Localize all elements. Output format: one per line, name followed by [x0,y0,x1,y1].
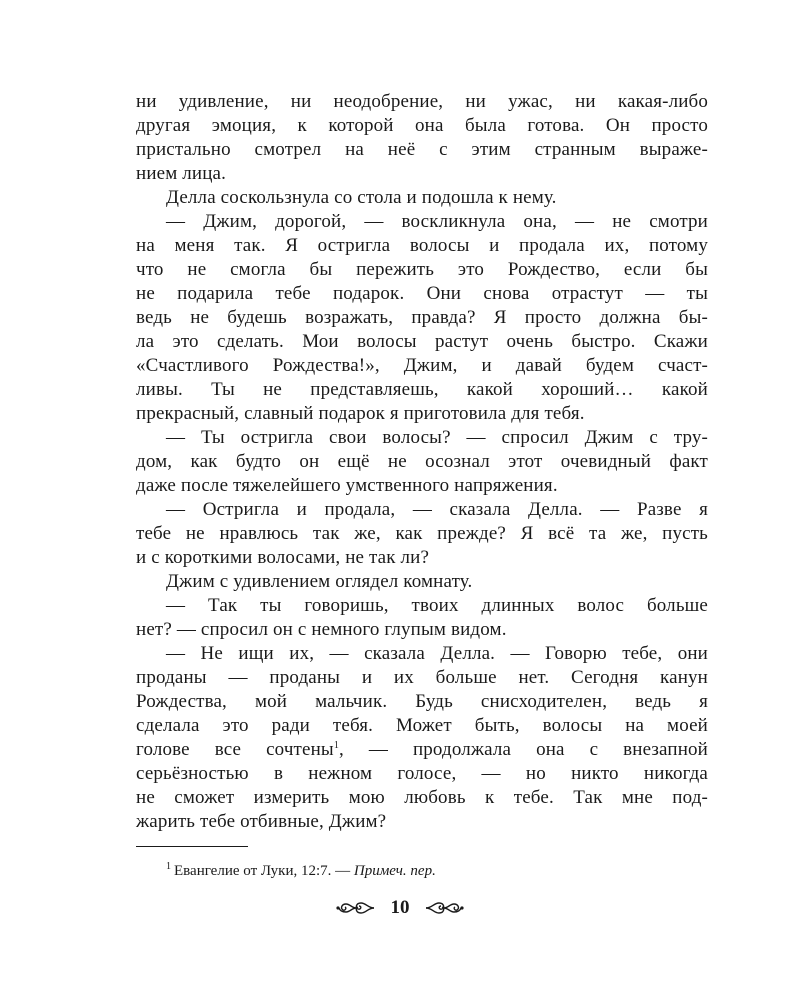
footnote-reference: 1 [333,740,339,751]
text-segment: Делла соскользнула со стола и подошла к нему. [166,187,557,208]
text-line [136,570,708,594]
text-line [136,546,708,570]
text-segment: что не смогла бы пережить это Рождество, если бы [136,259,708,280]
text-segment: и с короткими волосами, не так ли? [136,547,430,568]
text-segment: не сможет измерить мою любовь к тебе. Так мне под- [136,787,708,808]
text-line [136,642,708,666]
text-line [136,378,708,402]
text-segment: тебе не нравлюсь так же, как прежде? Я всё та же, пусть [136,523,708,544]
text-line [136,474,708,498]
text-segment: ни удивление, ни неодобрение, ни ужас, ни какая-либо [136,91,708,112]
text-segment: — Ты остригла свои волосы? — спросил Джим с тру- [166,427,708,448]
text-line [136,714,708,738]
text-line [136,594,708,618]
text-segment: нием лица. [136,163,227,184]
text-line [136,522,708,546]
text-segment: голове все сочтены [136,739,334,760]
text-line [136,354,708,378]
text-segment: — Остригла и продала, — сказала Делла. — Разве я [166,499,708,520]
text-line [136,138,708,162]
text-line [136,114,708,138]
text-segment: ведь не будешь возражать, правда? Я просто должна бы- [136,307,708,328]
text-segment: ла это сделать. Мои волосы растут очень быстро. Скажи [136,331,708,352]
text-segment: «Счастливого Рождества!», Джим, и давай будем счаст- [136,355,708,376]
footnote-marker: 1 [166,861,171,872]
text-line [136,498,708,522]
ornament-right-icon [424,899,464,917]
text-segment: — Так ты говоришь, твоих длинных волос больше [166,595,708,616]
text-line [136,306,708,330]
footnote [166,858,436,880]
page-footer [0,893,800,922]
page-number: 10 [390,896,410,918]
text-line [136,618,708,642]
text-line [136,786,708,810]
text-line [136,762,708,786]
text-segment: Джим с удивлением оглядел комнату. [166,571,473,592]
text-segment: прекрасный, славный подарок я приготовила для тебя. [136,403,585,424]
text-segment: серьёзностью в нежном голосе, — но никто никогда [136,763,708,784]
text-line [136,330,708,354]
text-line [136,738,708,762]
text-segment: сделала это ради тебя. Может быть, волосы на моей [136,715,708,736]
text-line [136,258,708,282]
text-line [136,234,708,258]
text-segment: не подарила тебе подарок. Они снова отрастут — ты [136,283,708,304]
text-line [136,450,708,474]
text-line [136,90,708,114]
text-segment: — Не ищи их, — сказала Делла. — Говорю тебе, они [166,643,708,664]
text-segment: нет? — спросил он с немного глупым видом. [136,619,507,640]
text-line [136,210,708,234]
text-segment: жарить тебе отбивные, Джим? [136,811,387,832]
text-segment: ливы. Ты не представляешь, какой хороший… какой [136,379,708,400]
text-segment: — Джим, дорогой, — воскликнула она, — не смотри [166,211,708,232]
footnote-note: Примеч. пер. [353,863,436,879]
text-line [136,426,708,450]
text-segment: пристально смотрел на неё с этим странным выраже- [136,139,708,160]
footnote-text: Евангелие от Луки, 12:7. — [174,863,354,879]
text-line [136,810,708,834]
text-segment: другая эмоция, к которой она была готова. Он просто [136,115,708,136]
text-segment: даже после тяжелейшего умственного напряжения. [136,475,558,496]
text-segment: дом, как будто он ещё не осознал этот очевидный факт [136,451,708,472]
footnote-divider [136,846,248,847]
text-line [136,282,708,306]
text-line [136,186,708,210]
ornament-left-icon [336,899,376,917]
text-segment: Рождества, мой мальчик. Будь снисходителен, ведь я [136,691,708,712]
text-segment: на меня так. Я остригла волосы и продала их, потому [136,235,708,256]
text-line [136,162,708,186]
body-text [136,90,708,834]
text-segment: , — продолжала она с внезапной [338,739,708,760]
text-line [136,666,708,690]
text-line [136,690,708,714]
text-segment: проданы — проданы и их больше нет. Сегодня канун [136,667,708,688]
text-line [136,402,708,426]
